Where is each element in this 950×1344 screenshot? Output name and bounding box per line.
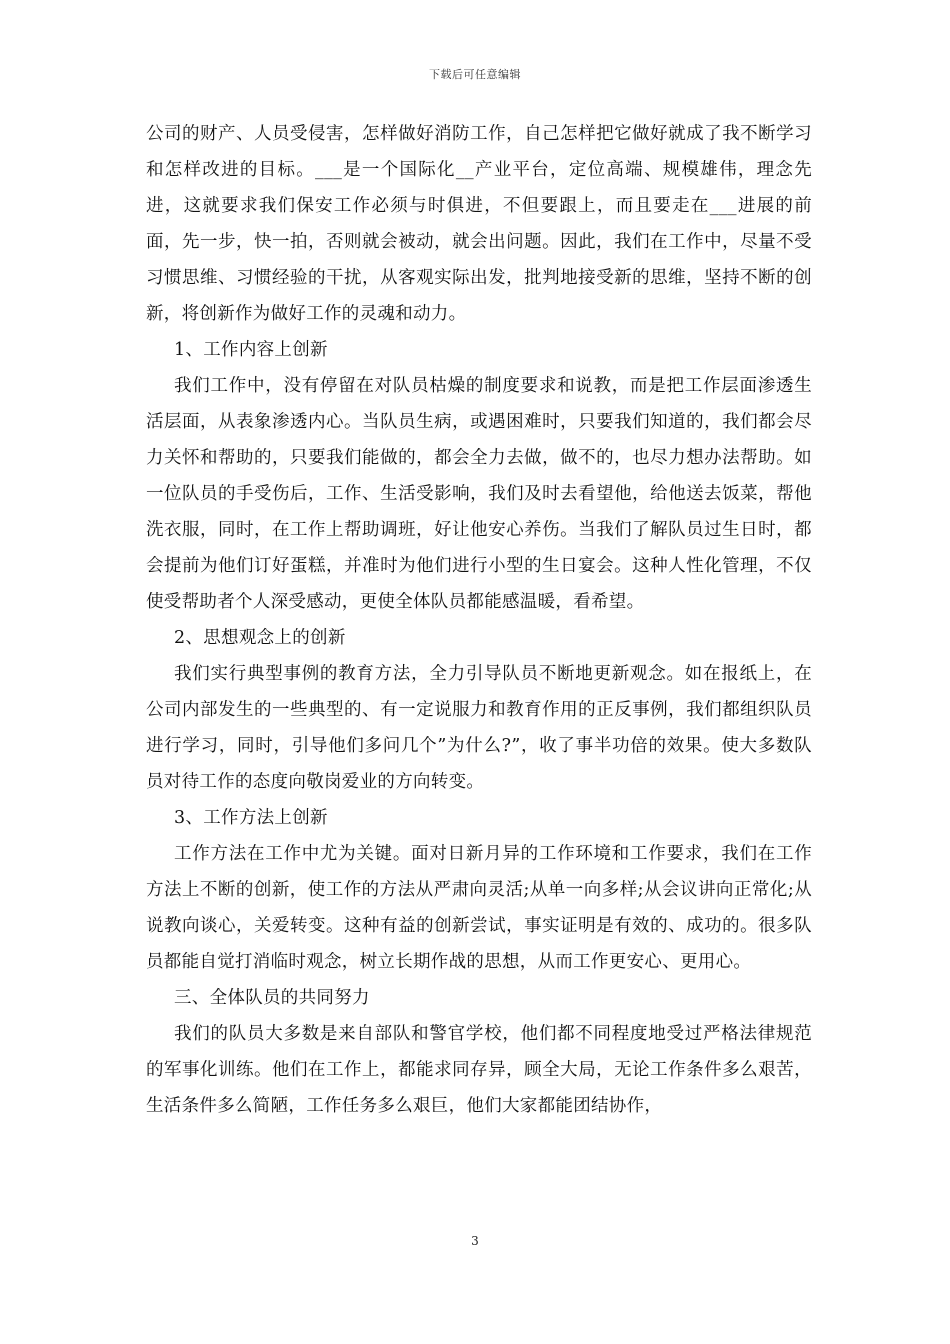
- paragraph-3: 我们实行典型事例的教育方法，全力引导队员不断地更新观念。如在报纸上，在公司内部发生的一些典型的、有一定说服力和教育作用的正反事例，我们都组织队员进行学习，同时，引导他们多问几个”为什么?”，收了事半功倍的效果。使大多数队员对待工作的态度向敬岗爱业的方向转变。: [146, 664, 812, 792]
- paragraph-1: 公司的财产、人员受侵害，怎样做好消防工作，自己怎样把它做好就成了我不断学习和怎样改进的目标。___是一个国际化__产业平台，定位高端、规模雄伟，理念先进，这就要求我们保安工作必须与时俱进，不但要跟上，而且要走在___进展的前面，先一步，快一拍，否则就会被动，就会出问题。因此，我们在工作中，尽量不受习惯思维、习惯经验的干扰，从客观实际出发，批判地接受新的思维，坚持不断的创新，将创新作为做好工作的灵魂和动力。: [146, 124, 812, 324]
- document-body: [146, 116, 812, 1124]
- section-heading-4: 三、全体队员的共同努力: [174, 988, 370, 1008]
- paragraph-5: 我们的队员大多数是来自部队和警官学校，他们都不同程度地受过严格法律规范的军事化训练。他们在工作上，都能求同存异，顾全大局，无论工作条件多么艰苦，生活条件多么简陋，工作任务多么艰巨，他们大家都能团结协作，: [146, 1024, 812, 1116]
- paragraph-4: 工作方法在工作中尤为关键。面对日新月异的工作环境和工作要求，我们在工作方法上不断的创新，使工作的方法从严肃向灵活;从单一向多样;从会议讲向正常化;从说教向谈心，关爱转变。这种有益的创新尝试，事实证明是有效的、成功的。很多队员都能自觉打消临时观念，树立长期作战的思想，从而工作更安心、更用心。: [146, 844, 812, 972]
- paragraph-2: 我们工作中，没有停留在对队员枯燥的制度要求和说教，而是把工作层面渗透生活层面，从表象渗透内心。当队员生病，或遇困难时，只要我们知道的，我们都会尽力关怀和帮助的，只要我们能做的，都会全力去做，做不的，也尽力想办法帮助。如一位队员的手受伤后，工作、生活受影响，我们及时去看望他，给他送去饭菜，帮他洗衣服，同时，在工作上帮助调班，好让他安心养伤。当我们了解队员过生日时，都会提前为他们订好蛋糕，并准时为他们进行小型的生日宴会。这种人性化管理，不仅使受帮助者个人深受感动，更使全体队员都能感温暖，看希望。: [146, 376, 812, 612]
- page-number: 3: [471, 1234, 479, 1248]
- section-heading-1: 1、工作内容上创新: [174, 340, 328, 360]
- section-heading-3: 3、工作方法上创新: [174, 808, 328, 828]
- section-heading-2: 2、思想观念上的创新: [174, 628, 346, 648]
- page-header-note: 下载后可任意编辑: [429, 68, 521, 81]
